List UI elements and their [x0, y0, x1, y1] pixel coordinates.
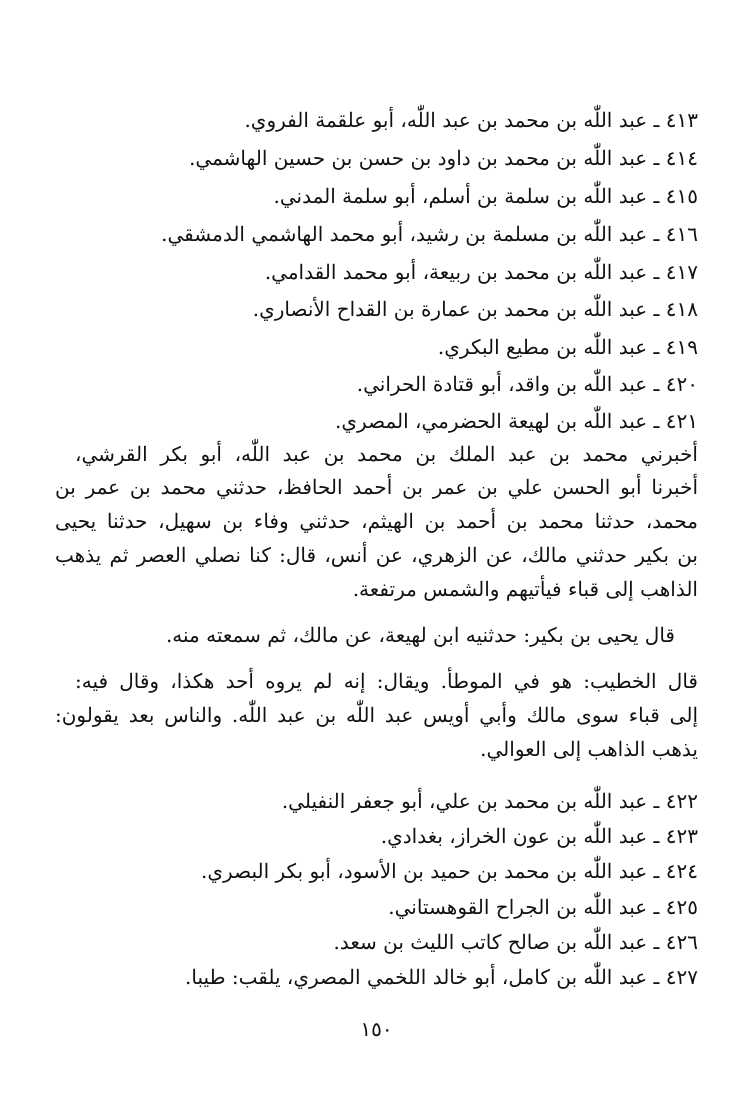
khatib-line-1: قال الخطيب: هو في الموطأ. ويقال: إنه لم يروه أحد هكذا، وقال فيه:	[75, 669, 698, 693]
entry-424: ٤٢٤ ـ عبد اللّٰه بن محمد بن حميد بن الأسود، أبو بكر البصري.	[201, 859, 698, 883]
entry-413: ٤١٣ ـ عبد اللّٰه بن محمد بن عبد اللّٰه، أبو علقمة الفروي.	[244, 108, 698, 132]
entry-420: ٤٢٠ ـ عبد اللّٰه بن واقد، أبو قتادة الحراني.	[356, 372, 698, 396]
entry-422: ٤٢٢ ـ عبد اللّٰه بن محمد بن علي، أبو جعفر النفيلي.	[281, 789, 698, 813]
entry-414: ٤١٤ ـ عبد اللّٰه بن محمد بن داود بن حسن بن حسين الهاشمي.	[189, 146, 698, 170]
khatib-line-2: إلى قباء سوى مالك وأبي أويس عبد اللّٰه بن عبد اللّٰه. والناس بعد يقولون:	[55, 703, 698, 727]
entry-419: ٤١٩ ـ عبد اللّٰه بن مطيع البكري.	[437, 335, 698, 359]
entry-423: ٤٢٣ ـ عبد اللّٰه بن عون الخراز، بغدادي.	[380, 824, 698, 848]
yahya-note: قال يحيى بن بكير: حدثنيه ابن لهيعة، عن مالك، ثم سمعته منه.	[165, 623, 675, 647]
hadith-line-5: الذاهب إلى قباء فيأتيهم والشمس مرتفعة.	[352, 577, 698, 601]
entry-418: ٤١٨ ـ عبد اللّٰه بن محمد بن عمارة بن القداح الأنصاري.	[252, 297, 698, 321]
entry-416: ٤١٦ ـ عبد اللّٰه بن مسلمة بن رشيد، أبو محمد الهاشمي الدمشقي.	[161, 222, 698, 246]
entry-417: ٤١٧ ـ عبد اللّٰه بن محمد بن ربيعة، أبو محمد القدامي.	[264, 260, 698, 284]
hadith-line-2: أخبرنا أبو الحسن علي بن عمر بن أحمد الحافظ، حدثني محمد بن عمر بن	[55, 475, 698, 499]
hadith-line-1: أخبرني محمد بن عبد الملك بن محمد بن عبد اللّٰه، أبو بكر القرشي،	[75, 442, 698, 466]
entry-426: ٤٢٦ ـ عبد اللّٰه بن صالح كاتب الليث بن سعد.	[333, 930, 698, 954]
khatib-line-3: يذهب الذاهب إلى العوالي.	[480, 737, 698, 761]
entry-425: ٤٢٥ ـ عبد اللّٰه بن الجراح القوهستاني.	[388, 895, 698, 919]
hadith-line-3: محمد، حدثنا محمد بن أحمد بن الهيثم، حدثني وفاء بن سهيل، حدثنا يحيى	[55, 509, 698, 533]
page-number: ١٥٠	[360, 1017, 393, 1041]
entry-415: ٤١٥ ـ عبد اللّٰه بن سلمة بن أسلم، أبو سلمة المدني.	[273, 184, 698, 208]
entry-421: ٤٢١ ـ عبد اللّٰه بن لهيعة الحضرمي، المصري.	[335, 409, 698, 433]
hadith-line-4: بن بكير حدثني مالك، عن الزهري، عن أنس، قال: كنا نصلي العصر ثم يذهب	[55, 543, 698, 567]
entry-427: ٤٢٧ ـ عبد اللّٰه بن كامل، أبو خالد اللخمي المصري، يلقب: طيبا.	[185, 965, 698, 989]
